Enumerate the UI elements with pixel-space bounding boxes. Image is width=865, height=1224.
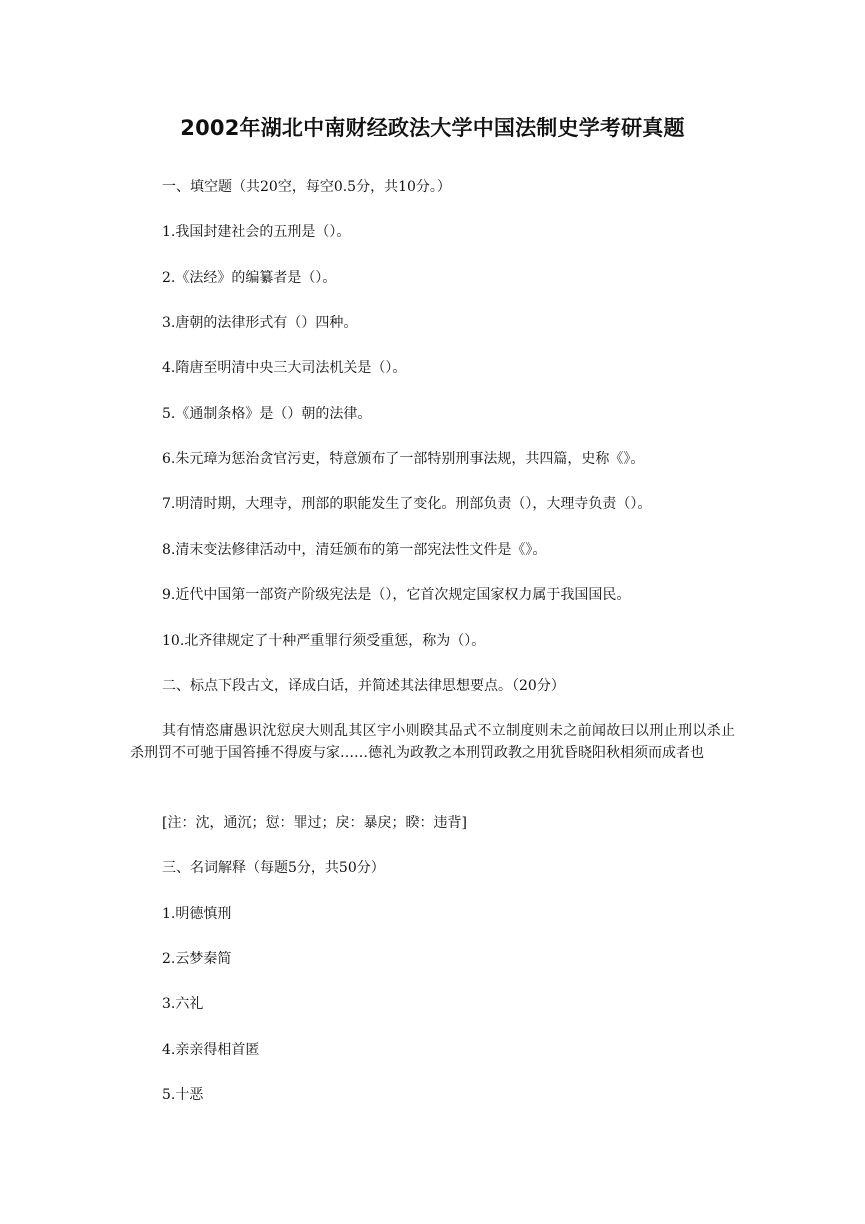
fill-blank-item-2: 2.《法经》的编纂者是（）。	[162, 270, 337, 286]
fill-blank-item-7: 7.明清时期，大理寺，刑部的职能发生了变化。刑部负责（），大理寺负责（）。	[162, 496, 652, 512]
term-item-3: 3.六礼	[162, 996, 204, 1012]
section1-heading: 一、填空题（共20空，每空0.5分，共10分。）	[162, 179, 451, 195]
classical-passage: 其有情恣庸愚识沈愆戾大则乱其区宇小则睽其品式不立制度则未之前闻故曰以刑止刑以杀止杀刑罚不可驰于国笞捶不得废与家……德礼为政教之本刑罚政教之用犹昏晓阳秋相须而成者也	[130, 723, 735, 761]
fill-blank-item-1: 1.我国封建社会的五刑是（）。	[162, 224, 351, 240]
term-item-4: 4.亲亲得相首匿	[162, 1042, 260, 1058]
passage-note: [注：沈，通沉；愆：罪过；戾：暴戾；睽：违背]	[162, 815, 467, 831]
section2-heading: 二、标点下段古文，译成白话，并简述其法律思想要点。（20分）	[162, 678, 565, 694]
fill-blank-item-10: 10.北齐律规定了十种严重罪行须受重惩，称为（）。	[162, 633, 486, 649]
fill-blank-item-3: 3.唐朝的法律形式有（）四种。	[162, 315, 358, 331]
term-item-2: 2.云梦秦简	[162, 951, 232, 967]
section3-heading: 三、名词解释（每题5分，共50分）	[162, 860, 385, 876]
fill-blank-item-9: 9.近代中国第一部资产阶级宪法是（），它首次规定国家权力属于我国国民。	[162, 587, 631, 603]
fill-blank-item-4: 4.隋唐至明清中央三大司法机关是（）。	[162, 360, 407, 376]
document-title: 2002年湖北中南财经政法大学中国法制史学考研真题	[180, 116, 685, 140]
term-item-1: 1.明德慎刑	[162, 906, 232, 922]
fill-blank-item-5: 5.《通制条格》是（）朝的法律。	[162, 406, 372, 422]
fill-blank-item-6: 6.朱元璋为惩治贪官污吏，特意颁布了一部特别刑事法规，共四篇，史称《》。	[162, 451, 645, 467]
term-item-5: 5.十恶	[162, 1087, 204, 1103]
fill-blank-item-8: 8.清末变法修律活动中，清廷颁布的第一部宪法性文件是《》。	[162, 542, 547, 558]
